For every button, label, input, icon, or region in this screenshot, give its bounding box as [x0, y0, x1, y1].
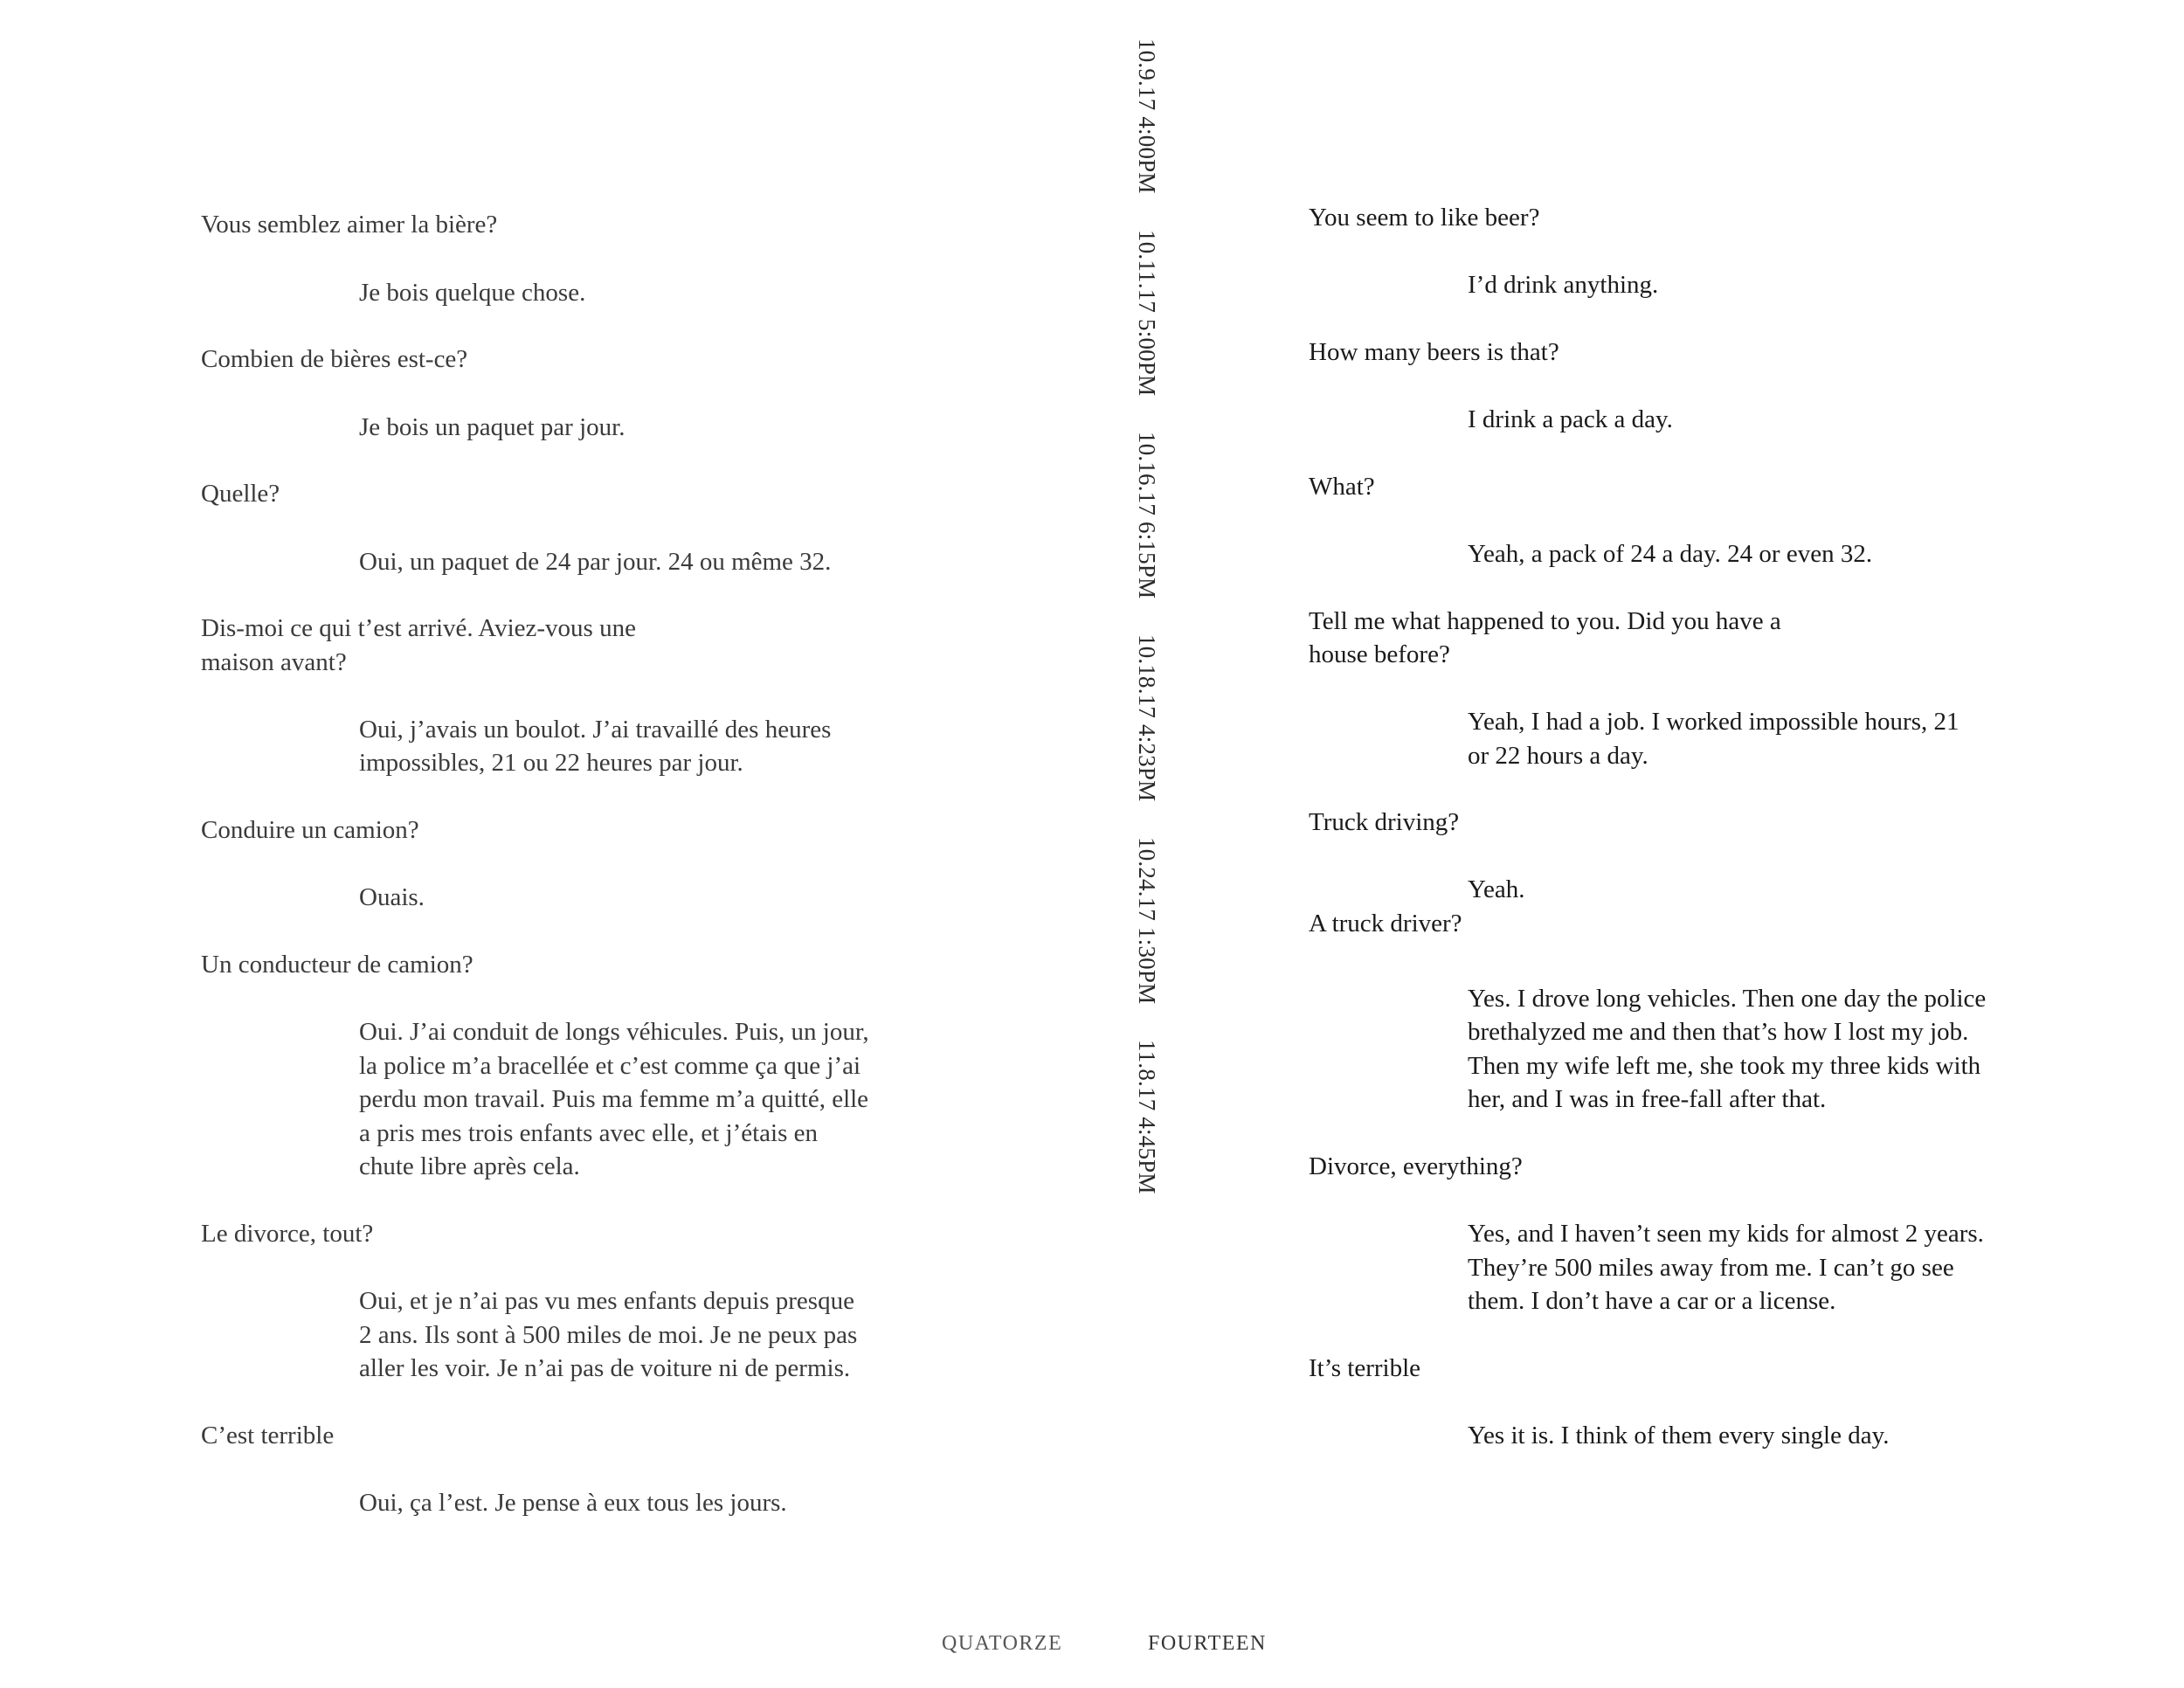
answer-line: perdu mon travail. Puis ma femme m’a quitté, elle	[359, 1085, 869, 1113]
timestamp: 10.9.17 4:00PM	[1134, 38, 1160, 194]
answer-line: brethalyzed me and then that’s how I lost my job.	[1468, 1018, 1969, 1046]
answer-line: Yeah.	[1468, 875, 1525, 903]
question-line: A truck driver?	[1309, 910, 1462, 937]
answer-line: Je bois un paquet par jour.	[359, 413, 625, 441]
question-line: Combien de bières est-ce?	[201, 345, 468, 373]
answer-line: la police m’a bracellée et c’est comme ça que j’ai	[359, 1052, 861, 1080]
answer-line: chute libre après cela.	[359, 1152, 580, 1180]
answer-line: Oui, un paquet de 24 par jour. 24 ou même 32.	[359, 548, 832, 576]
page-number-right: FOURTEEN	[1148, 1632, 1267, 1655]
answer-line: aller les voir. Je n’ai pas de voiture ni de permis.	[359, 1354, 851, 1382]
question-line: C’est terrible	[201, 1422, 335, 1449]
question-line: Truck driving?	[1309, 808, 1460, 836]
question-line: Tell me what happened to you. Did you have a	[1309, 607, 1781, 635]
answer-line: Oui, ça l’est. Je pense à eux tous les jours.	[359, 1489, 787, 1517]
answer-line: I drink a pack a day.	[1468, 405, 1673, 433]
answer-line: a pris mes trois enfants avec elle, et j’étais en	[359, 1119, 819, 1147]
page-number-left: QUATORZE	[942, 1632, 1063, 1655]
question-line: Le divorce, tout?	[201, 1220, 374, 1248]
question-line: Vous semblez aimer la bière?	[201, 211, 498, 239]
timestamp: 10.18.17 4:23PM	[1134, 634, 1160, 802]
answer-line: I’d drink anything.	[1468, 271, 1659, 299]
right-page-english	[1136, 0, 2184, 1688]
question-line: It’s terrible	[1309, 1354, 1421, 1382]
answer-line: or 22 hours a day.	[1468, 742, 1648, 770]
answer-line: Yeah, a pack of 24 a day. 24 or even 32.	[1468, 540, 1873, 568]
answer-line: Yeah, I had a job. I worked impossible hours, 21	[1468, 708, 1959, 736]
answer-line: Oui. J’ai conduit de longs véhicules. Puis, un jour,	[359, 1018, 869, 1046]
question-line: What?	[1309, 473, 1375, 501]
question-line: Divorce, everything?	[1309, 1152, 1523, 1180]
question-line: How many beers is that?	[1309, 338, 1559, 366]
timestamp: 10.24.17 1:30PM	[1134, 837, 1160, 1005]
question-line: Conduire un camion?	[201, 816, 419, 844]
answer-line: her, and I was in free-fall after that.	[1468, 1085, 1827, 1113]
timestamp: 10.11.17 5:00PM	[1134, 229, 1160, 396]
answer-line: Oui, j’avais un boulot. J’ai travaillé des heures	[359, 716, 832, 744]
question-line: Dis-moi ce qui t’est arrivé. Aviez-vous une	[201, 614, 636, 642]
answer-line: They’re 500 miles away from me. I can’t go see	[1468, 1254, 1954, 1282]
answer-line: Oui, et je n’ai pas vu mes enfants depuis presque	[359, 1287, 854, 1315]
timestamp: 10.16.17 6:15PM	[1134, 431, 1160, 599]
answer-line: Yes. I drove long vehicles. Then one day the police	[1468, 985, 1987, 1013]
answer-line: them. I don’t have a car or a license.	[1468, 1287, 1836, 1315]
answer-line: Then my wife left me, she took my three kids with	[1468, 1052, 1981, 1080]
answer-line: 2 ans. Ils sont à 500 miles de moi. Je ne peux pas	[359, 1321, 858, 1349]
answer-line: Yes it is. I think of them every single day.	[1468, 1422, 1890, 1449]
question-line: maison avant?	[201, 648, 347, 676]
timestamp: 11.8.17 4:45PM	[1134, 1040, 1160, 1195]
question-line: house before?	[1309, 640, 1450, 668]
question-line: Quelle?	[201, 480, 280, 508]
answer-line: impossibles, 21 ou 22 heures par jour.	[359, 749, 743, 777]
answer-line: Ouais.	[359, 883, 425, 911]
question-line: You seem to like beer?	[1309, 204, 1540, 232]
question-line: Un conducteur de camion?	[201, 951, 473, 979]
answer-line: Yes, and I haven’t seen my kids for almost 2 years.	[1468, 1220, 1984, 1248]
answer-line: Je bois quelque chose.	[359, 279, 586, 307]
